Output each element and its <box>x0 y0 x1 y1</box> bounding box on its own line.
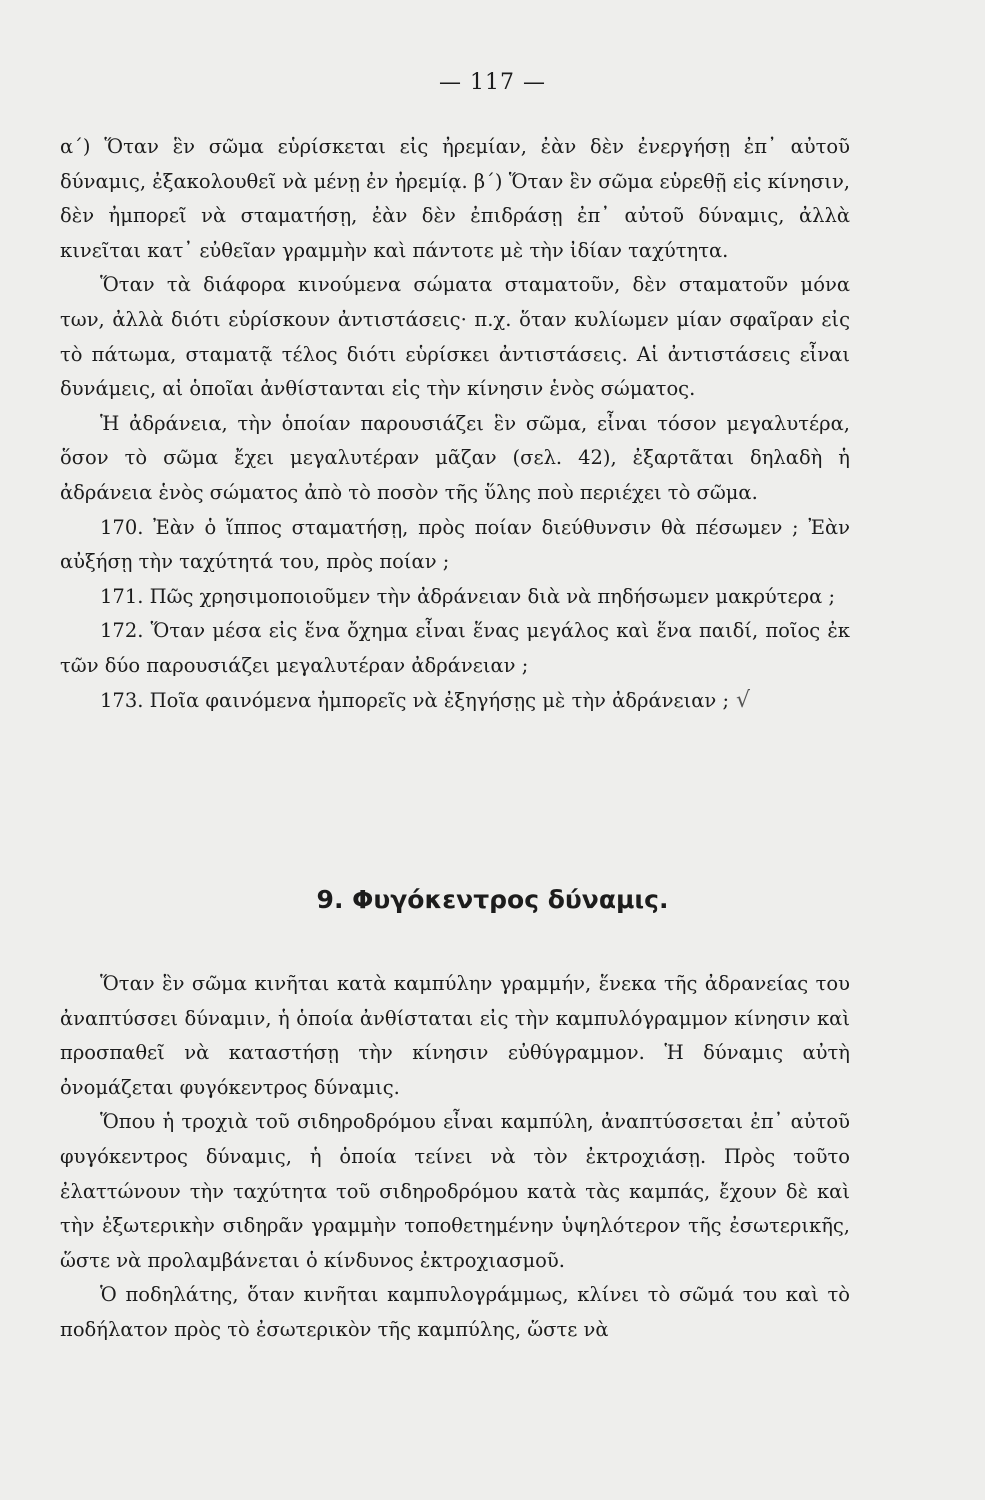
text-block-laws-of-inertia <box>60 130 850 718</box>
paragraph: 173. Ποῖα φαινόμενα ἠμπορεῖς νὰ ἐξηγήσῃς μὲ τὴν ἀδράνειαν ; √ <box>100 687 751 713</box>
paragraph: 171. Πῶς χρησιμοποιοῦμεν τὴν ἀδράνειαν διὰ νὰ πηδήσωμεν μακρύτερα ; <box>100 584 836 608</box>
paragraph: Ὁ ποδηλάτης, ὅταν κινῆται καμπυλογράμμως, κλίνει τὸ σῶμά του καὶ τὸ ποδήλατον πρὸς τὸ ἐσωτερικὸν τῆς καμπύλης, ὥστε νὰ <box>60 1283 850 1341</box>
paragraph: 170. Ἐὰν ὁ ἵππος σταματήσῃ, πρὸς ποίαν διεύθυνσιν θὰ πέσωμεν ; Ἐὰν αὐξήσῃ τὴν ταχύτητά του, πρὸς ποίαν ; <box>60 515 850 574</box>
text-block-centrifugal-force <box>60 967 850 1348</box>
paragraph: Ἡ ἀδράνεια, τὴν ὁποίαν παρουσιάζει ἓν σῶμα, εἶναι τόσον μεγαλυτέρα, ὅσον τὸ σῶμα ἔχει μεγαλυτέραν μᾶζαν (σελ. 42), ἐξαρτᾶται δηλαδὴ ἡ ἀδράνεια ἑνὸς σώματος ἀπὸ τὸ ποσὸν τῆς ὕλης ποὺ περιέχει τὸ σῶμα. <box>60 411 850 504</box>
paragraph: Ὅπου ἡ τροχιὰ τοῦ σιδηροδρόμου εἶναι καμπύλη, ἀναπτύσσεται ἐπ᾽ αὐτοῦ φυγόκεντρος δύναμις, ἡ ὁποία τείνει νὰ τὸν ἐκτροχιάσῃ. Πρὸς τοῦτο ἐλαττώνουν τὴν ταχύτητα τοῦ σιδηροδρόμου κατὰ τὰς καμπάς, ἔχουν δὲ καὶ τὴν ἐξωτερικὴν σιδηρᾶν γραμμὴν τοποθετημένην ὑψηλότερον τῆς ἐσωτερικῆς, ὥστε νὰ προλαμβάνεται ὁ κίνδυνος ἐκτροχιασμοῦ. <box>60 1110 850 1272</box>
paragraph: 172. Ὅταν μέσα εἰς ἕνα ὄχημα εἶναι ἕνας μεγάλος καὶ ἕνα παιδί, ποῖος ἐκ τῶν δύο παρουσιάζει μεγαλυτέραν ἀδράνειαν ; <box>60 619 850 677</box>
handwritten-check-mark: √ <box>729 687 751 713</box>
paragraph: Ὅταν ἓν σῶμα κινῆται κατὰ καμπύλην γραμμήν, ἕνεκα τῆς ἀδρανείας του ἀναπτύσσει δύναμιν, ἡ ὁποία ἀνθίσταται εἰς τὴν καμπυλόγραμμον κίνησιν καὶ προσπαθεῖ νὰ καταστήσῃ τὴν κίνησιν εὐθύγραμμον. Ἡ δύναμις αὐτὴ ὀνομάζεται φυγόκεντρος δύναμις. <box>60 972 850 1099</box>
paragraph: α΄) Ὅταν ἓν σῶμα εὑρίσκεται εἰς ἠρεμίαν, ἐὰν δὲν ἐνεργήσῃ ἐπ᾽ αὐτοῦ δύναμις, ἐξακολουθεῖ νὰ μένῃ ἐν ἠρεμίᾳ. β΄) Ὅταν ἓν σῶμα εὑρεθῇ εἰς κίνησιν, δὲν ἠμπορεῖ νὰ σταματήσῃ, ἐὰν δὲν ἐπιδράσῃ ἐπ᾽ αὐτοῦ δύναμις, ἀλλὰ κινεῖται κατ᾽ εὐθεῖαν γραμμὴν καὶ πάντοτε μὲ τὴν ἰδίαν ταχύτητα. <box>60 135 850 262</box>
section-heading: 9. Φυγόκεντρος δύναμις. <box>316 885 669 914</box>
page-number: — 117 — <box>439 70 546 95</box>
paragraph: Ὅταν τὰ διάφορα κινούμενα σώματα σταματοῦν, δὲν σταματοῦν μόνα των, ἀλλὰ διότι εὑρίσκουν ἀντιστάσεις· π.χ. ὅταν κυλίωμεν μίαν σφαῖραν εἰς τὸ πάτωμα, σταματᾷ τέλος διότι εὑρίσκει ἀντιστάσεις. Αἱ ἀντιστάσεις εἶναι δυνάμεις, αἱ ὁποῖαι ἀνθίστανται εἰς τὴν κίνησιν ἑνὸς σώματος. <box>60 273 850 401</box>
